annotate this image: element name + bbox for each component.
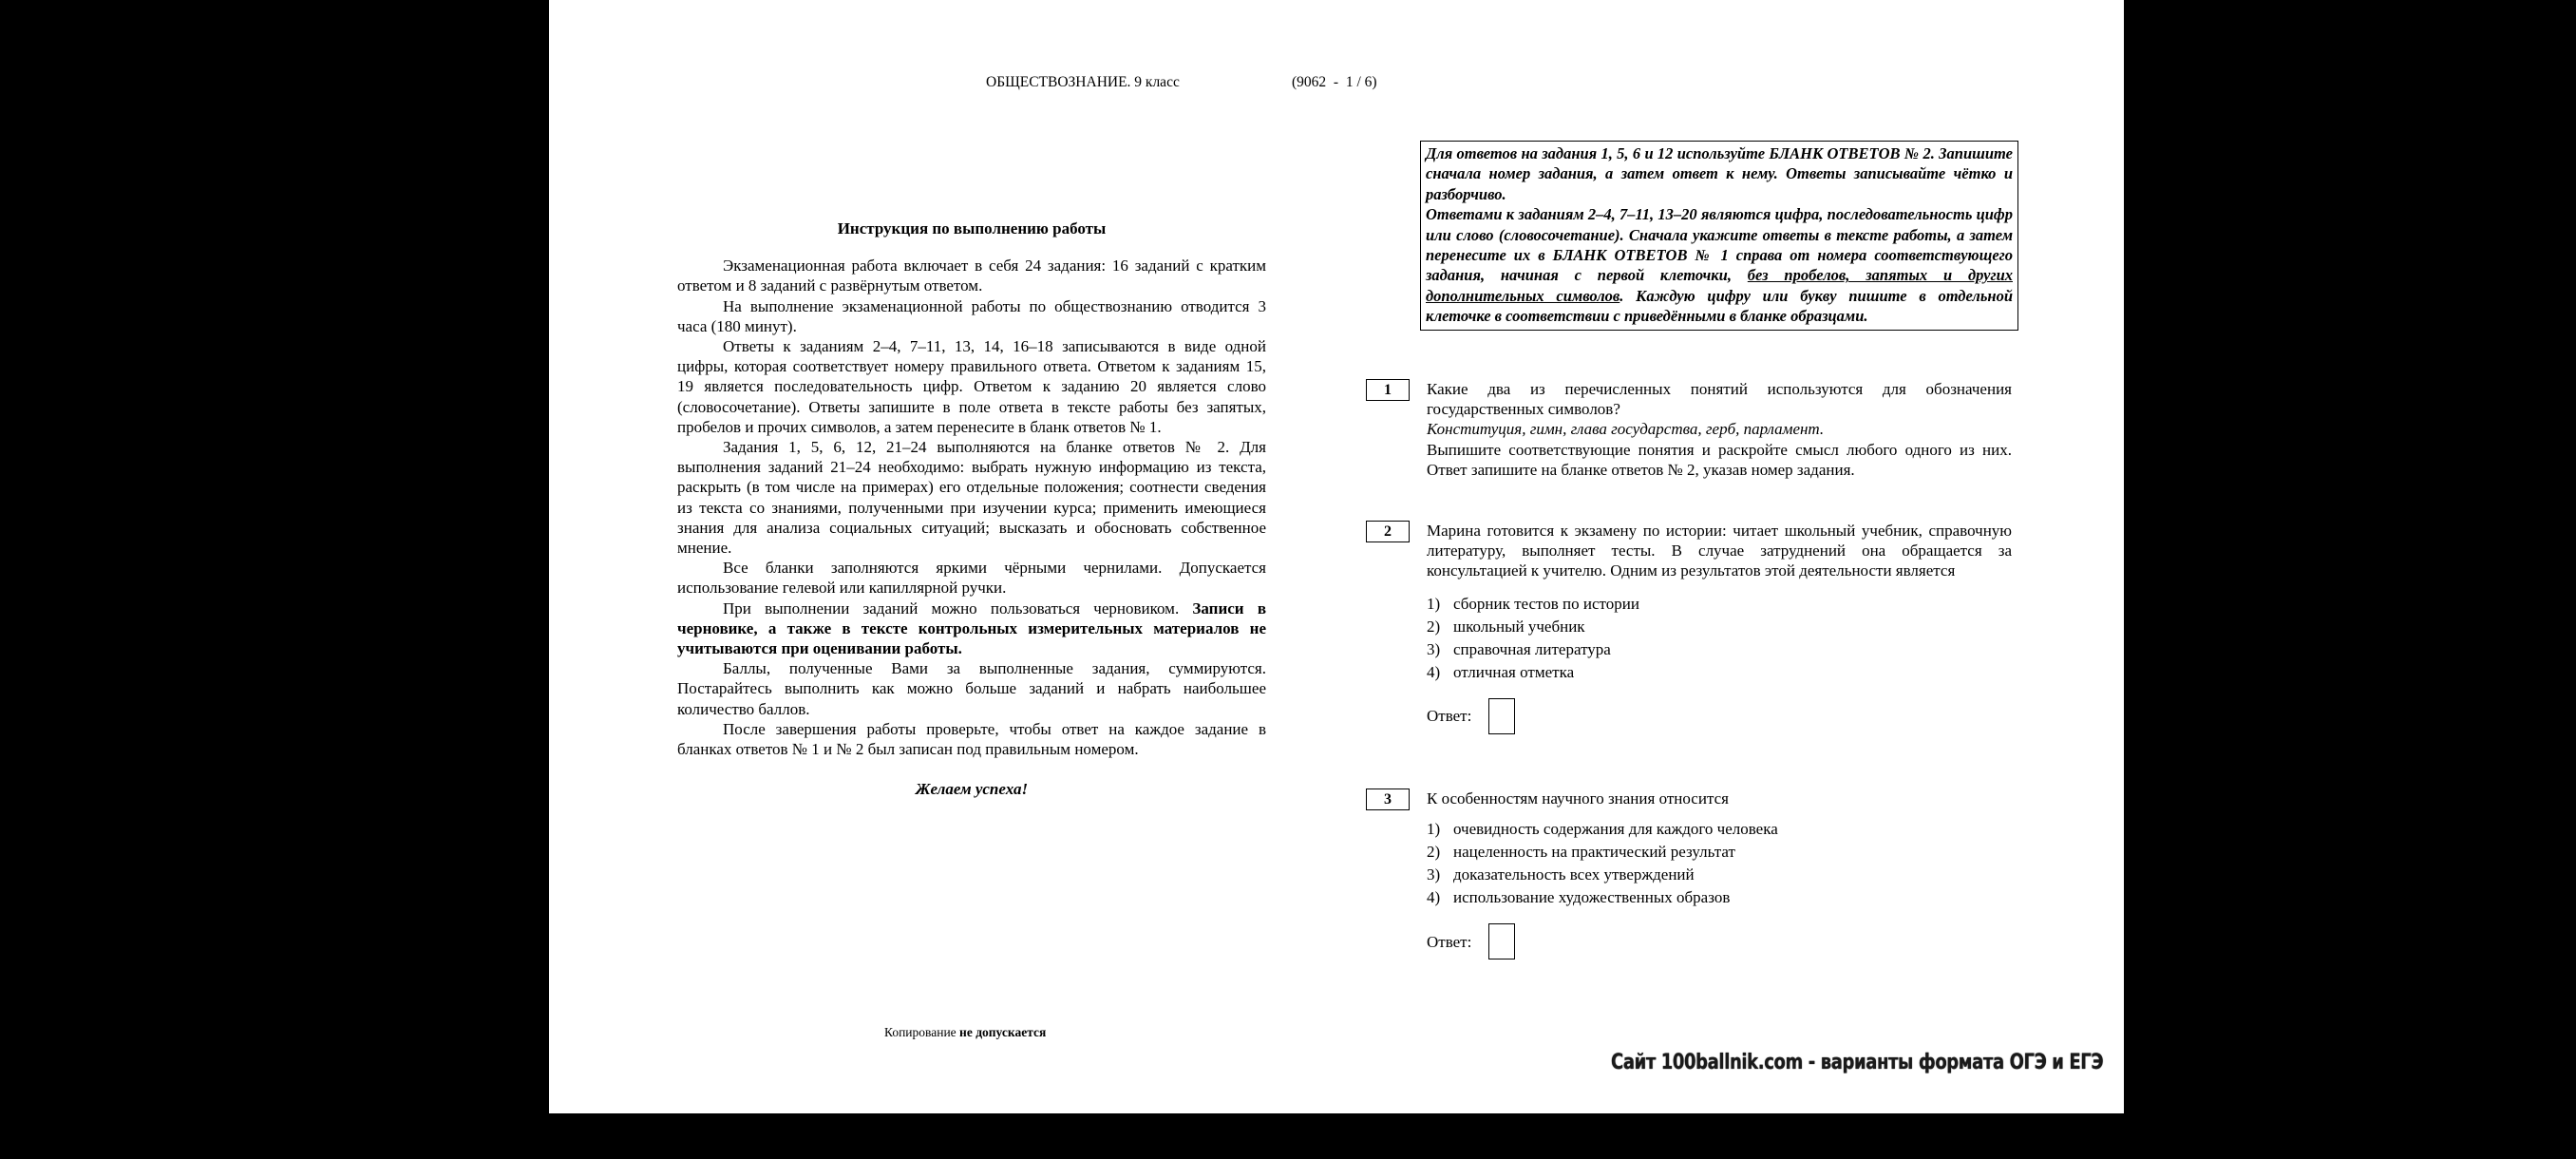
task-question: Марина готовится к экзамену по истории: читает школьный учебник, справочную литературу, выполняет тесты. В случае затруднений она обращается за консультацией к учителю. Одним из результатов этой деятельности является <box>1427 522 2012 580</box>
option-number: 3) <box>1427 865 1441 884</box>
answer-box[interactable] <box>1488 698 1515 734</box>
option-item <box>1427 593 2012 616</box>
subject-title: ОБЩЕСТВОЗНАНИЕ. 9 класс <box>986 74 1180 90</box>
task-2 <box>1366 521 2012 735</box>
option-item <box>1427 661 2012 684</box>
instructions-paragraph: Экзаменационная работа включает в себя 24 задания: 16 заданий с кратким ответом и 8 заданий с развёрнутым ответом. <box>677 256 1266 295</box>
answer-sheet-notice <box>1420 141 2018 331</box>
option-text: нацеленность на практический результат <box>1453 843 1735 862</box>
option-text: очевидность содержания для каждого человека <box>1453 820 1778 839</box>
option-text: сборник тестов по истории <box>1453 594 1639 613</box>
copyright-bold: не допускается <box>959 1025 1047 1039</box>
notice-part-1: Для ответов на задания 1, 5, 6 и 12 используйте БЛАНК ОТВЕТОВ № 2. Запишите сначала номер задания, а затем ответ к нему. Ответы записывайте чётко и разборчиво. <box>1426 144 2013 203</box>
option-text: доказательность всех утверждений <box>1453 865 1695 884</box>
option-number: 2) <box>1427 617 1441 636</box>
option-number: 4) <box>1427 662 1441 681</box>
option-item <box>1427 886 2012 909</box>
instructions-paragraph: Баллы, полученные Вами за выполненные задания, суммируются. Постарайтесь выполнить как можно больше заданий и набрать наибольшее количество баллов. <box>677 659 1266 718</box>
draft-warning: Записи в черновике, а также в тексте контрольных измерительных материалов не учитываются при оценивании работы. <box>677 598 1266 658</box>
option-item <box>1427 841 2012 864</box>
option-number: 1) <box>1427 820 1441 839</box>
option-text: отличная отметка <box>1453 662 1575 681</box>
copyright-text: Копирование <box>884 1025 960 1039</box>
task-question: К особенностям научного знания относится <box>1427 789 1729 808</box>
answer-box[interactable] <box>1488 923 1515 960</box>
draft-text: При выполнении заданий можно пользоваться черновиком. <box>723 598 1193 618</box>
option-text: использование художественных образов <box>1453 888 1731 907</box>
answer-label: Ответ: <box>1427 932 1472 951</box>
document-page <box>549 0 2124 1113</box>
options-list <box>1427 593 2012 684</box>
task-3 <box>1366 788 2012 960</box>
task-question: Какие два из перечисленных понятий используются для обозначения государственных символов? <box>1427 380 2012 419</box>
task-number: 3 <box>1366 788 1410 810</box>
task-number: 2 <box>1366 521 1410 542</box>
instructions-title: Инструкция по выполнению работы <box>837 219 1107 238</box>
option-number: 4) <box>1427 888 1441 907</box>
option-item <box>1427 864 2012 886</box>
option-text: справочная литература <box>1453 639 1611 658</box>
task-number: 1 <box>1366 379 1410 401</box>
instructions-column <box>677 218 1266 799</box>
site-watermark: Сайт 100ballnik.com - варианты формата ОГЭ и ЕГЭ <box>1611 1051 2104 1074</box>
option-number: 2) <box>1427 843 1441 862</box>
answer-label: Ответ: <box>1427 707 1472 725</box>
notice-underlined: без пробелов, запятых и других дополнительных символов <box>1426 266 2013 305</box>
option-number: 3) <box>1427 639 1441 658</box>
notice-text-end: . Каждую цифру или букву пишите в отдельной клеточке в соответствии с приведёнными в бланке образцами. <box>1426 286 2014 326</box>
answer-row <box>1427 922 2012 960</box>
notice-part-2 <box>1426 204 2013 326</box>
instructions-paragraph: Задания 1, 5, 6, 12, 21–24 выполняются на бланке ответов № 2. Для выполнения заданий 21–24 необходимо: выбрать нужную информацию из текста, раскрыть (в том числе на примерах) его отдельные положения; соотнести сведения из текста со знаниями, полученными при изучении курса; применить имеющиеся знания для анализа социальных ситуаций; высказать и обосновать собственное мнение. <box>677 438 1266 558</box>
option-item <box>1427 818 2012 841</box>
instructions-paragraph: На выполнение экзаменационной работы по обществознанию отводится 3 часа (180 минут). <box>677 296 1266 335</box>
option-item <box>1427 638 2012 661</box>
option-number: 1) <box>1427 594 1441 613</box>
answer-row <box>1427 697 2012 735</box>
draft-paragraph <box>677 598 1266 659</box>
copyright-notice <box>884 1025 1046 1040</box>
variant-code: (9062 - 1 / 6) <box>1292 74 1377 90</box>
task-terms: Конституция, гимн, глава государства, герб, парламент. <box>1427 420 1825 439</box>
options-list <box>1427 818 2012 909</box>
instructions-paragraph: Ответы к заданиям 2–4, 7–11, 13, 14, 16–18 записываются в виде одной цифры, которая соответствует номеру правильного ответа. Ответом к заданиям 15, 19 является последовательность цифр. Ответом к заданию 20 является слово (словосочетание). Ответы запишите в поле ответа в тексте работы без запятых, пробелов и прочих символов, а затем перенесите в бланк ответов № 1. <box>677 337 1266 436</box>
option-item <box>1427 616 2012 638</box>
task-1 <box>1366 379 2012 480</box>
notice-text: Ответами к заданиям 2–4, 7–11, 13–20 являются цифра, последовательность цифр или слово (словосочетание). Сначала укажите ответы в тексте работы, а затем перенесите их в БЛАНК ОТВЕТОВ № 1 справа от номера соответствующего задания, начиная с первой клеточки, <box>1426 205 2013 285</box>
instructions-paragraph: После завершения работы проверьте, чтобы ответ на каждое задание в бланках ответов № 1 и № 2 был записан под правильным номером. <box>677 719 1266 759</box>
option-text: школьный учебник <box>1453 617 1585 636</box>
task-instruction: Выпишите соответствующие понятия и раскройте смысл любого одного из них. Ответ запишите на бланке ответов № 2, указав номер задания. <box>1427 440 2012 479</box>
instructions-paragraph: Все бланки заполняются яркими чёрными чернилами. Допускается использование гелевой или капиллярной ручки. <box>677 559 1266 598</box>
good-luck-text: Желаем успеха! <box>915 780 1029 799</box>
